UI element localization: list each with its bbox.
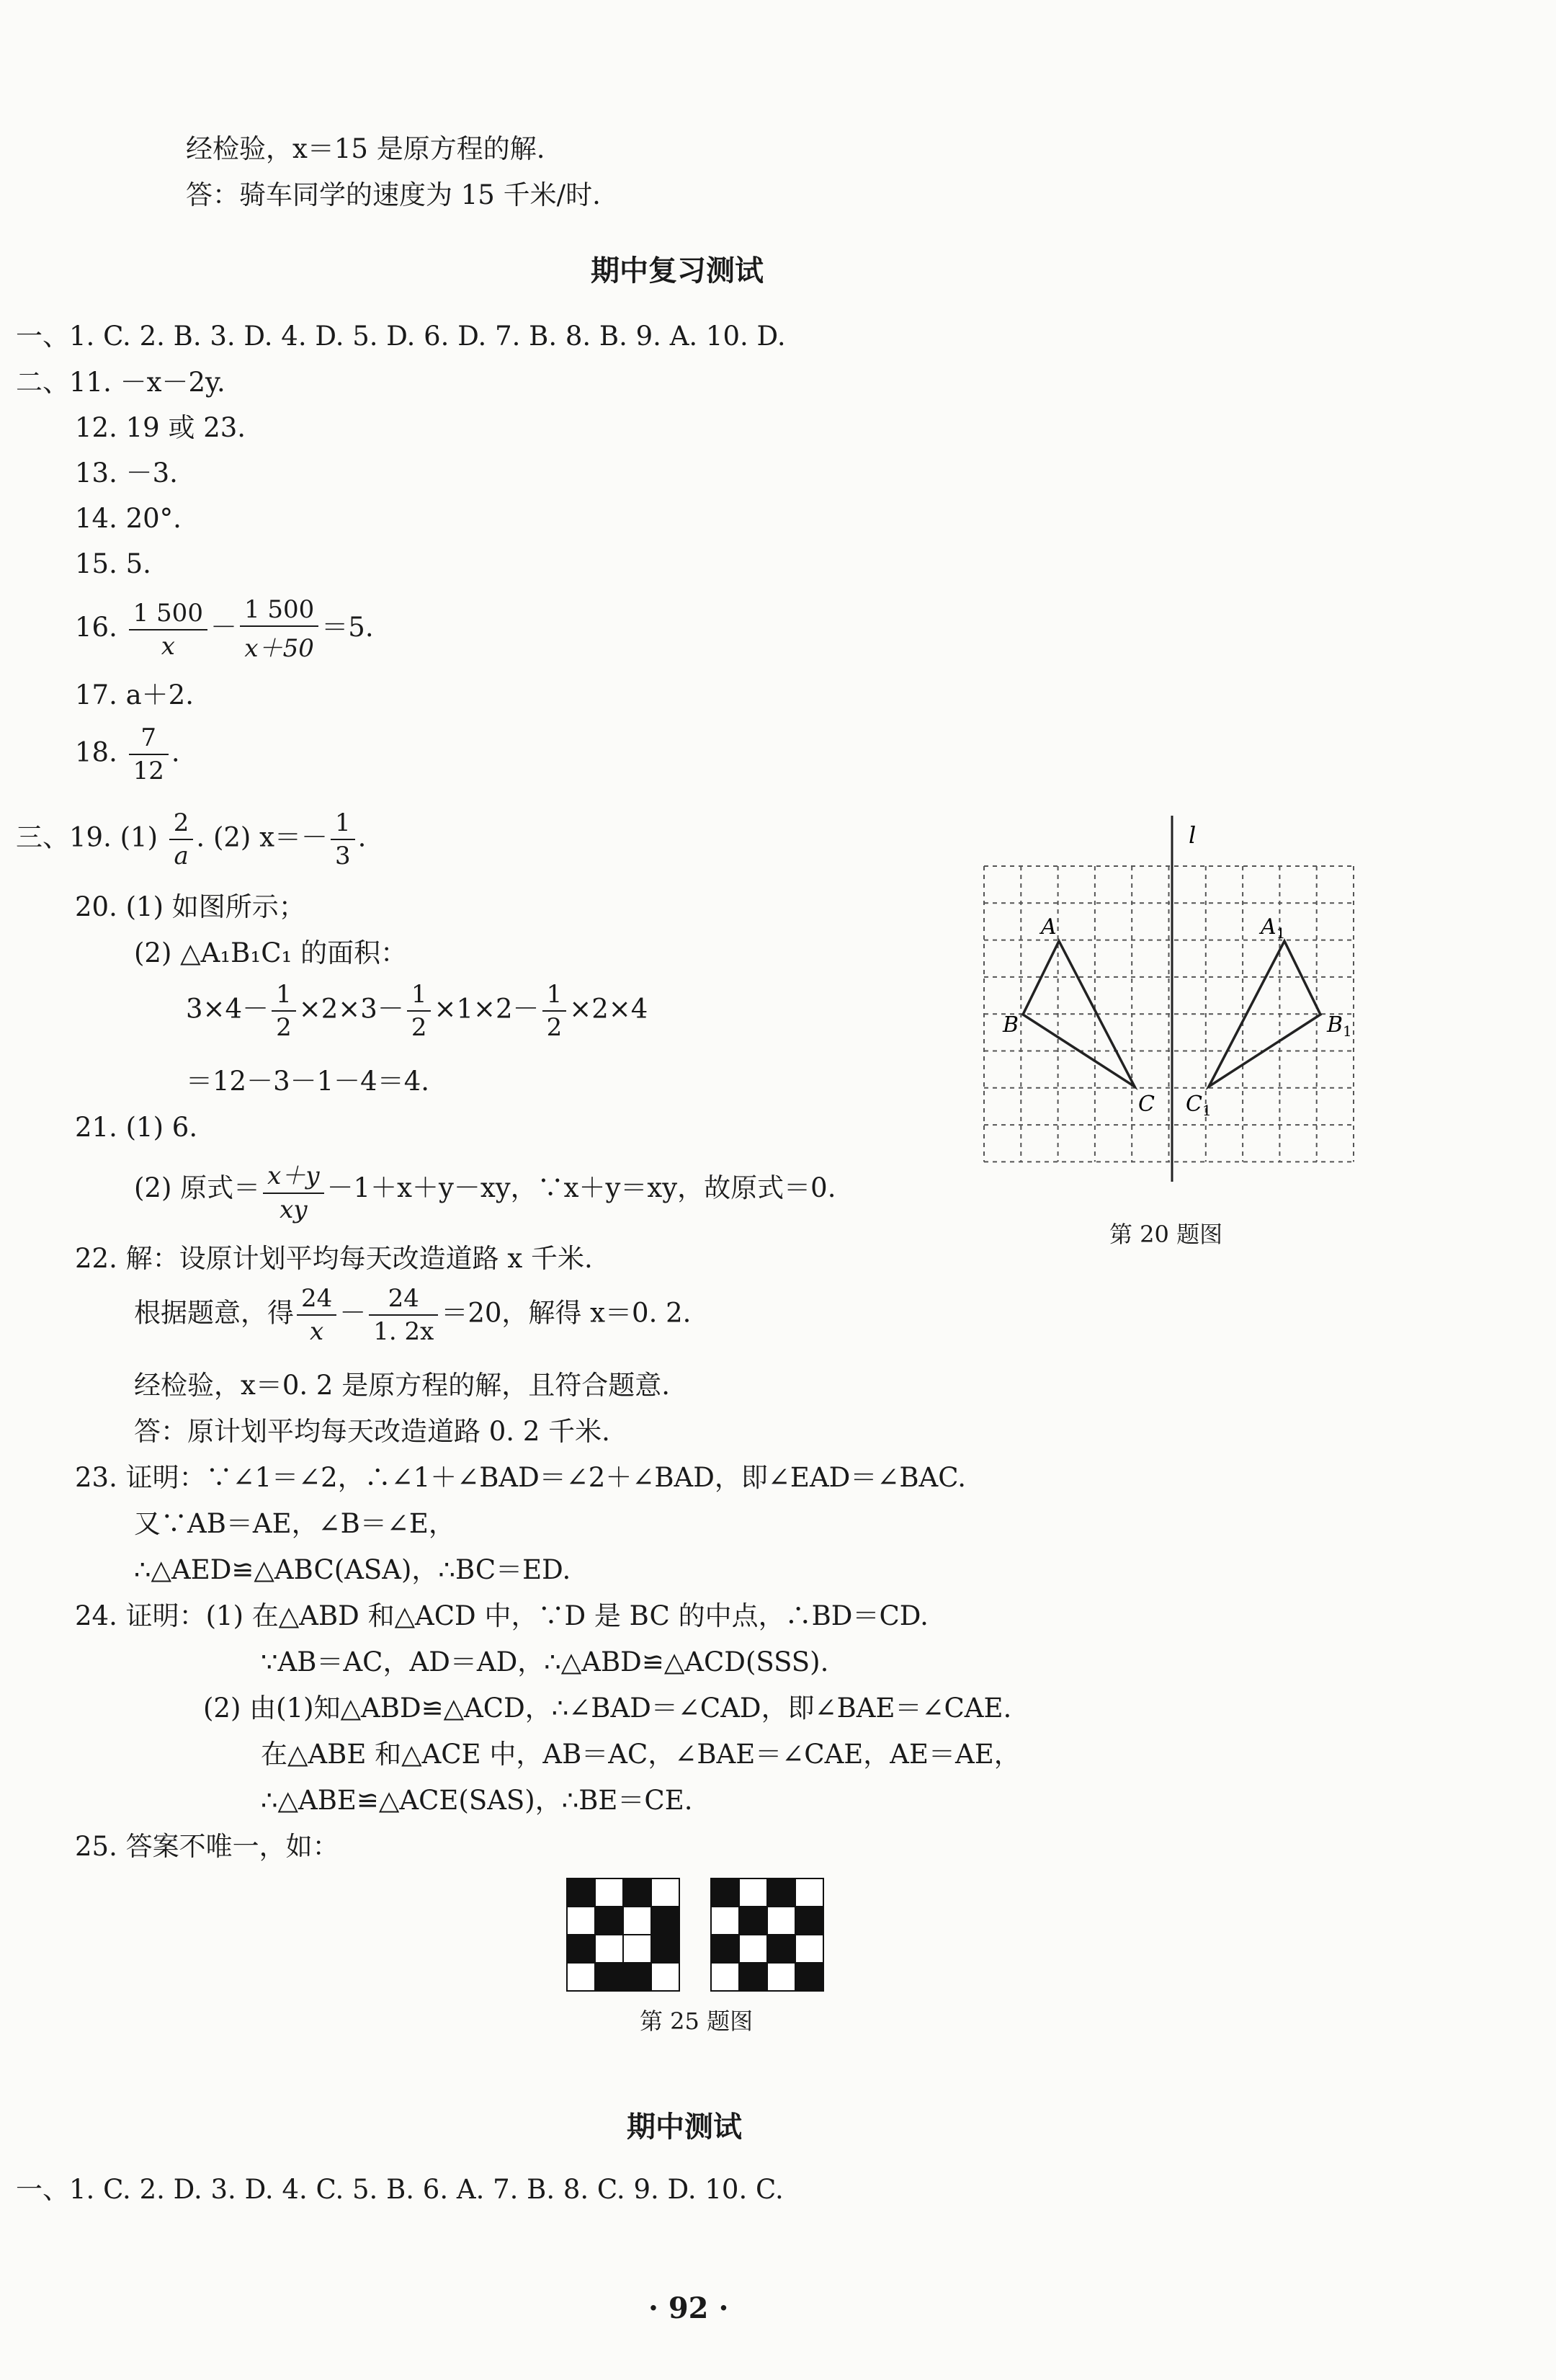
q16-label: 16. — [75, 612, 117, 643]
pattern-cell — [767, 1878, 795, 1907]
fraction — [169, 808, 194, 870]
numerator: 1 500 — [129, 599, 207, 630]
minus-sign: － — [210, 612, 237, 643]
pattern-cell — [567, 1963, 595, 1991]
pattern-cell — [711, 1963, 739, 1991]
label-C1: $C_1$ — [1186, 1092, 1212, 1119]
denominator: 2 — [411, 1013, 427, 1042]
q13: 13. －3. — [75, 458, 178, 489]
pattern-cell — [767, 1907, 795, 1935]
denominator: 2 — [276, 1013, 292, 1042]
label-A1: $A_1$ — [1261, 914, 1286, 942]
numerator: x＋y — [263, 1156, 323, 1194]
numerator: 2 — [169, 808, 194, 840]
denominator: 2 — [546, 1013, 563, 1042]
q24c: (2) 由(1)知△ABD≌△ACD，∴∠BAD＝∠CAD，即∠BAE＝∠CAE. — [203, 1693, 1012, 1724]
label-l: l — [1189, 821, 1197, 849]
pattern-cell — [595, 1878, 623, 1907]
q24a: 24. 证明：(1) 在△ABD 和△ACD 中，∵D 是 BC 的中点，∴BD＝CD. — [75, 1600, 929, 1631]
q20b: (2) △A₁B₁C₁ 的面积： — [134, 937, 408, 968]
pattern-cell — [739, 1935, 767, 1963]
q16-rest: ＝5. — [321, 612, 374, 643]
denominator: 1. 2x — [373, 1317, 434, 1346]
q19-label: 三、19. (1) — [16, 821, 158, 853]
pattern-cell — [711, 1907, 739, 1935]
q21b — [134, 1156, 836, 1224]
pattern-cell — [595, 1907, 623, 1935]
q24b: ∵AB＝AC，AD＝AD，∴△ABD≌△ACD(SSS). — [261, 1646, 829, 1677]
numerator: 24 — [297, 1284, 336, 1316]
figure-20-caption: 第 20 题图 — [1109, 1221, 1223, 1248]
numerator: 7 — [129, 723, 169, 755]
q24e: ∴△ABE≌△ACE(SAS)，∴BE＝CE. — [261, 1785, 693, 1816]
expr-part: 3×4－ — [186, 993, 269, 1025]
fraction — [331, 808, 355, 870]
q19-mid: . (2) x＝－ — [196, 821, 328, 853]
denominator: x＋50 — [244, 634, 314, 663]
expr-part: ×1×2－ — [434, 993, 540, 1025]
q20d: ＝12－3－1－4＝4. — [186, 1066, 430, 1097]
fraction — [369, 1284, 438, 1346]
pattern-cell — [651, 1963, 679, 1991]
label-B: B — [1003, 1012, 1019, 1038]
pattern-cell — [711, 1878, 739, 1907]
denominator: a — [174, 842, 189, 870]
pattern-cell — [767, 1963, 795, 1991]
denominator: 12 — [133, 757, 164, 785]
q17: 17. a＋2. — [75, 679, 194, 710]
check-line: 经检验，x＝15 是原方程的解. — [186, 133, 545, 164]
denominator: x — [161, 631, 175, 661]
pattern-cell — [651, 1878, 679, 1907]
fraction — [240, 595, 318, 664]
q19-rest: . — [357, 821, 367, 853]
numerator: 1 — [272, 980, 296, 1012]
page-number: · 92 · — [648, 2291, 729, 2325]
expr-part: ×2×3－ — [298, 993, 404, 1025]
pattern-cell — [651, 1907, 679, 1935]
expr-part: －1＋x＋y－xy，∵x＋y＝xy，故原式＝0. — [326, 1172, 836, 1203]
denominator: xy — [280, 1195, 308, 1224]
q18-label: 18. — [75, 736, 117, 768]
q19 — [16, 808, 366, 870]
fraction — [272, 980, 296, 1042]
pattern-cell — [651, 1935, 679, 1963]
q23a: 23. 证明：∵∠1＝∠2，∴∠1＋∠BAD＝∠2＋∠BAD，即∠EAD＝∠BAC. — [75, 1462, 966, 1493]
figure-25-pattern-1 — [566, 1878, 680, 1992]
fraction — [407, 980, 432, 1042]
numerator: 1 500 — [240, 595, 318, 627]
midterm-mc: 一、1. C. 2. D. 3. D. 4. C. 5. B. 6. A. 7. B. 8. C. 9. D. 10. C. — [16, 2174, 784, 2205]
pattern-cell — [795, 1907, 823, 1935]
fraction — [129, 599, 207, 661]
q11: 二、11. －x－2y. — [16, 367, 225, 398]
denominator: x — [310, 1317, 324, 1346]
q25: 25. 答案不唯一，如： — [75, 1831, 339, 1862]
pattern-cell — [567, 1907, 595, 1935]
fraction — [263, 1156, 323, 1224]
q16 — [75, 595, 374, 664]
q12: 12. 19 或 23. — [75, 412, 246, 443]
expr-part: 根据题意，得 — [134, 1297, 294, 1329]
q20c — [186, 980, 648, 1042]
expr-part: ×2×4 — [569, 993, 648, 1025]
section-title-midterm: 期中测试 — [627, 2110, 742, 2144]
denominator: 3 — [334, 842, 351, 870]
answer-line: 答：骑车同学的速度为 15 千米/时. — [186, 179, 601, 210]
pattern-cell — [623, 1935, 651, 1963]
figure-25-caption: 第 25 题图 — [640, 2007, 754, 2035]
q14: 14. 20°. — [75, 503, 182, 534]
q22d: 答：原计划平均每天改造道路 0. 2 千米. — [134, 1416, 610, 1447]
q22c: 经检验，x＝0. 2 是原方程的解，且符合题意. — [134, 1370, 670, 1401]
pattern-cell — [623, 1907, 651, 1935]
numerator: 1 — [407, 980, 432, 1012]
pattern-cell — [567, 1935, 595, 1963]
q22b — [134, 1284, 691, 1346]
fraction — [542, 980, 567, 1042]
pattern-cell — [767, 1935, 795, 1963]
figure-20-grid — [965, 807, 1369, 1182]
q24d: 在△ABE 和△ACE 中，AB＝AC，∠BAE＝∠CAE，AE＝AE， — [261, 1739, 1021, 1770]
numerator: 24 — [369, 1284, 438, 1316]
pattern-cell — [623, 1878, 651, 1907]
q18-rest: . — [171, 736, 180, 768]
numerator: 1 — [331, 808, 355, 840]
label-A: A — [1041, 914, 1057, 940]
q20a: 20. (1) 如图所示； — [75, 891, 305, 922]
pattern-cell — [795, 1878, 823, 1907]
pattern-cell — [739, 1963, 767, 1991]
fraction — [129, 723, 169, 785]
review-mc: 一、1. C. 2. B. 3. D. 4. D. 5. D. 6. D. 7. B. 8. B. 9. A. 10. D. — [16, 321, 786, 352]
q23c: ∴△AED≌△ABC(ASA)，∴BC＝ED. — [134, 1554, 571, 1585]
pattern-cell — [795, 1935, 823, 1963]
label-C: C — [1138, 1092, 1155, 1117]
pattern-cell — [595, 1963, 623, 1991]
label-B1: $B_1$ — [1327, 1012, 1352, 1040]
q15: 15. 5. — [75, 548, 151, 579]
q21a: 21. (1) 6. — [75, 1112, 198, 1143]
q22a: 22. 解：设原计划平均每天改造道路 x 千米. — [75, 1243, 593, 1274]
q18 — [75, 723, 180, 785]
pattern-cell — [567, 1878, 595, 1907]
pattern-cell — [711, 1935, 739, 1963]
expr-part: ＝20，解得 x＝0. 2. — [441, 1297, 692, 1329]
minus-sign: － — [339, 1297, 367, 1329]
figure-25-pattern-2 — [710, 1878, 824, 1992]
pattern-cell — [795, 1963, 823, 1991]
pattern-cell — [739, 1907, 767, 1935]
pattern-cell — [739, 1878, 767, 1907]
numerator: 1 — [542, 980, 567, 1012]
expr-part: (2) 原式＝ — [134, 1172, 261, 1203]
fraction — [297, 1284, 336, 1346]
section-title-review: 期中复习测试 — [591, 254, 764, 288]
q23b: 又∵AB＝AE，∠B＝∠E， — [134, 1508, 455, 1539]
pattern-cell — [623, 1963, 651, 1991]
pattern-cell — [595, 1935, 623, 1963]
